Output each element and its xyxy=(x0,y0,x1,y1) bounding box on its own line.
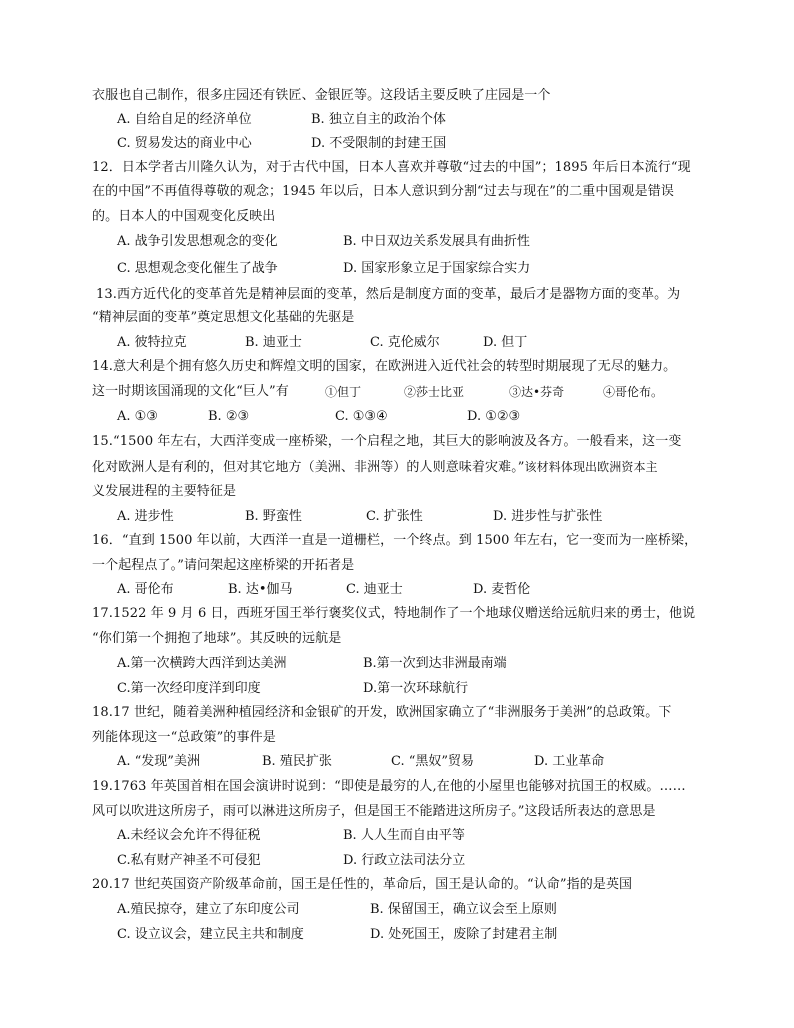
q18-option-b: B. 殖民扩张 xyxy=(262,754,332,769)
q14-line-1: 14.意大利是个拥有悠久历史和辉煌文明的国家，在欧洲进入近代社会的转型时期展现了无尽的魅力。 xyxy=(92,359,677,374)
q19-option-b: B. 人人生而自由平等 xyxy=(343,828,465,843)
q15-option-a: A. 进步性 xyxy=(117,509,174,524)
q18-option-c: C. “黑奴”贸易 xyxy=(391,754,475,769)
q15-option-c: C. 扩张性 xyxy=(366,509,423,524)
q14-item-4: ④哥伦布。 xyxy=(603,385,664,399)
q14-option-d: D. ①②③ xyxy=(467,409,521,424)
q11-option-a: A. 自给自足的经济单位 xyxy=(117,112,252,127)
q18-line-2: 列能体现这一“总政策”的事件是 xyxy=(92,730,276,745)
q18-option-a: A. “发现”美洲 xyxy=(117,754,200,769)
q17-line-2: “你们第一个拥抱了地球”。其反映的远航是 xyxy=(92,631,342,646)
q12-line-1: 12．日本学者古川隆久认为，对于古代中国，日本人喜欢并尊敬“过去的中国”；1895 年后日本流行“现 xyxy=(92,160,691,175)
q19-option-d: D. 行政立法司法分立 xyxy=(343,853,466,868)
q15-line-3: 义发展进程的主要特征是 xyxy=(92,484,237,499)
q13-option-c: C. 克伦威尔 xyxy=(370,335,440,350)
q15-option-d: D. 进步性与扩张性 xyxy=(493,509,603,524)
q14-item-2: ②莎士比亚 xyxy=(404,385,465,399)
q13-option-a: A. 彼特拉克 xyxy=(117,335,187,350)
q19-line-1: 19.1763 年英国首相在国会演讲时说到：“即使是最穷的人,在他的小屋里也能够对抗国王的权威。…… xyxy=(92,779,686,794)
q17-option-c: C.第一次经印度洋到印度 xyxy=(117,681,261,696)
q12-option-c: C. 思想观念变化催生了战争 xyxy=(117,261,278,276)
q12-option-b: B. 中日双边关系发展具有曲折性 xyxy=(343,234,530,249)
q19-option-a: A.未经议会允许不得征税 xyxy=(117,828,261,843)
q13-line-2: “精神层面的变革”奠定思想文化基础的先驱是 xyxy=(92,310,355,325)
q11-option-b: B. 独立自主的政治个体 xyxy=(311,112,446,127)
q20-option-d: D. 处死国王，废除了封建君主制 xyxy=(370,927,558,942)
q15-option-b: B. 野蛮性 xyxy=(245,509,302,524)
q16-line-1: 16．“直到 1500 年以前，大西洋一直是一道栅栏，一个终点。到 1500 年左右，它一变而为一座桥梁， xyxy=(92,533,698,548)
q16-line-2: 一个起程点了。”请问架起这座桥梁的开拓者是 xyxy=(92,558,355,573)
q12-option-d: D. 国家形象立足于国家综合实力 xyxy=(343,261,531,276)
q14-line-2: 这一时期该国涌现的文化“巨人”有 xyxy=(92,384,289,399)
q19-line-2: 风可以吹进这所房子，雨可以淋进这所房子，但是国王不能踏进这所房子。”这段话所表达的意思是 xyxy=(92,804,656,819)
q20-line-1: 20.17 世纪英国资产阶级革命前，国王是任性的，革命后，国王是认命的。“认命”指的是英国 xyxy=(92,877,633,892)
q12-option-a: A. 战争引发思想观念的变化 xyxy=(117,234,278,249)
q11-option-d: D. 不受限制的封建王国 xyxy=(311,136,447,151)
q12-line-3: 的。日本人的中国观变化反映出 xyxy=(92,209,276,224)
q16-option-b: B. 达•伽马 xyxy=(228,582,293,597)
q14-option-b: B. ②③ xyxy=(208,409,250,424)
q12-line-2: 在的中国”不再值得尊敬的观念；1945 年以后，日本人意识到分割“过去与现在”的二重中国观是错误 xyxy=(92,184,674,199)
q15-line-2-tail: 该材料体现出欧洲资本主 xyxy=(524,460,658,474)
q17-line-1: 17.1522 年 9 月 6 日，西班牙国王举行褒奖仪式，特地制作了一个地球仪赠送给远航归来的勇士，他说 xyxy=(92,606,696,621)
q14-item-3: ③达•芬奇 xyxy=(509,385,565,399)
q16-option-a: A. 哥伦布 xyxy=(117,582,174,597)
q17-option-b: B.第一次到达非洲最南端 xyxy=(363,656,507,671)
q11-option-c: C. 贸易发达的商业中心 xyxy=(117,136,252,151)
q15-line-2 xyxy=(92,457,658,478)
q19-option-c: C.私有财产神圣不可侵犯 xyxy=(117,853,261,868)
q16-option-c: C. 迪亚士 xyxy=(346,582,403,597)
q18-option-d: D. 工业革命 xyxy=(534,754,605,769)
q15-line-1: 15.“1500 年左右，大西洋变成一座桥梁，一个启程之地，其巨大的影响波及各方。一般看来，这一变 xyxy=(92,434,682,449)
q18-line-1: 18.17 世纪，随着美洲种植园经济和金银矿的开发，欧洲国家确立了“非洲服务于美洲”的总政策。下 xyxy=(92,705,672,720)
q20-option-a: A.殖民掠夺，建立了东印度公司 xyxy=(117,902,300,917)
q15-line-2-quote: 化对欧洲人是有利的，但对其它地方（美洲、非洲等）的人则意味着灾难。” xyxy=(92,460,525,475)
q17-option-d: D.第一次环球航行 xyxy=(363,681,469,696)
q14-option-c: C. ①③④ xyxy=(335,409,388,424)
q16-option-d: D. 麦哲伦 xyxy=(473,582,531,597)
q17-option-a: A.第一次横跨大西洋到达美洲 xyxy=(117,656,287,671)
q13-option-b: B. 迪亚士 xyxy=(245,335,302,350)
q14-option-a: A. ①③ xyxy=(117,409,158,424)
q11-text: 衣服也自己制作，很多庄园还有铁匠、金银匠等。这段话主要反映了庄园是一个 xyxy=(92,88,551,103)
q20-option-b: B. 保留国王，确立议会至上原则 xyxy=(370,902,557,917)
q20-option-c: C. 设立议会，建立民主共和制度 xyxy=(117,927,304,942)
q13-line-1: 13.西方近代化的变革首先是精神层面的变革，然后是制度方面的变革，最后才是器物方面的变革。为 xyxy=(96,287,681,302)
q14-item-1: ①但丁 xyxy=(325,385,362,399)
q13-option-d: D. 但丁 xyxy=(483,335,528,350)
